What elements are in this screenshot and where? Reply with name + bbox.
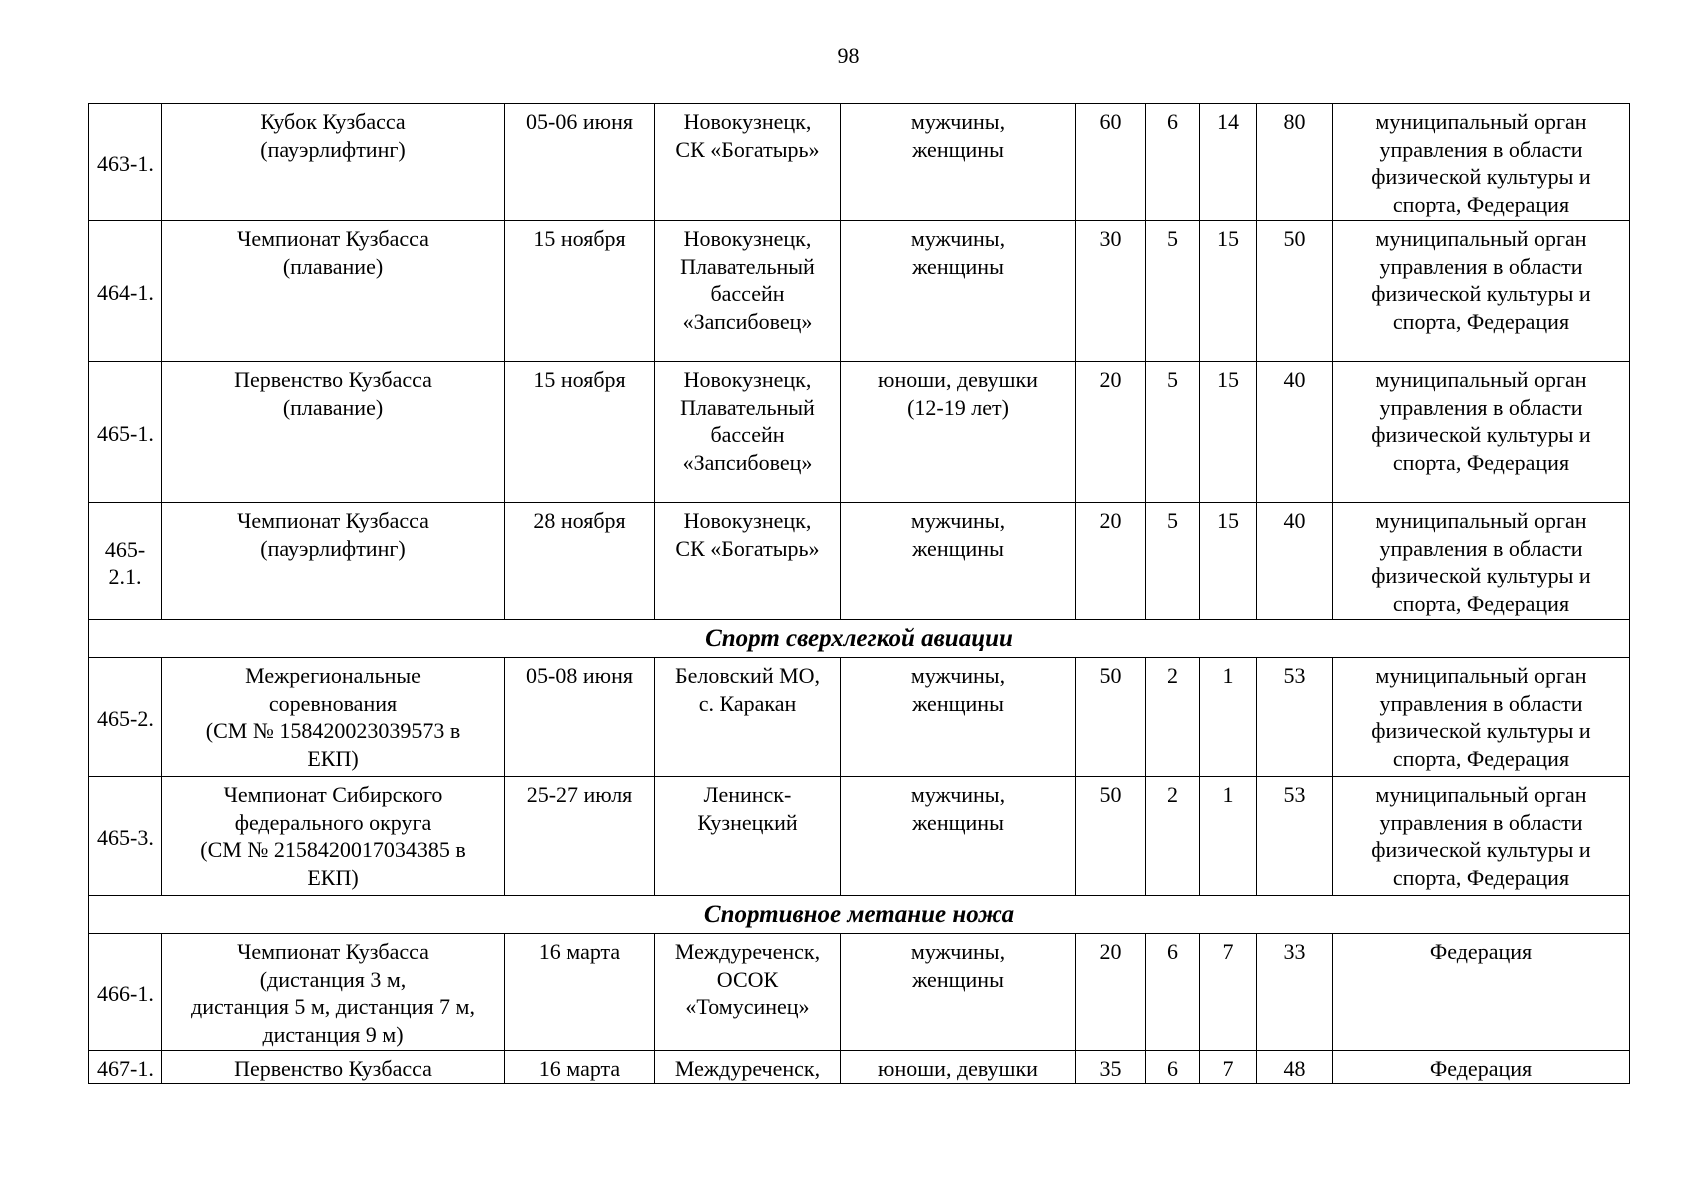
event-name: Межрегиональные соревнования (СМ № 158420023039573 в ЕКП) xyxy=(162,658,505,777)
count-total: 33 xyxy=(1257,934,1333,1051)
event-organizer: муниципальный орган управления в области физической культуры и спорта, Федерация xyxy=(1333,503,1630,620)
event-date: 25-27 июля xyxy=(505,777,655,896)
event-date: 16 марта xyxy=(505,1051,655,1084)
event-participants: мужчины, женщины xyxy=(841,658,1076,777)
count-total: 80 xyxy=(1257,104,1333,221)
event-place: Междуреченск, xyxy=(655,1051,841,1084)
event-organizer: муниципальный орган управления в области физической культуры и спорта, Федерация xyxy=(1333,104,1630,221)
event-date: 28 ноября xyxy=(505,503,655,620)
event-number: 465-1. xyxy=(89,362,162,503)
count-total: 53 xyxy=(1257,777,1333,896)
event-participants: мужчины, женщины xyxy=(841,104,1076,221)
count-total: 50 xyxy=(1257,221,1333,362)
event-participants: мужчины, женщины xyxy=(841,503,1076,620)
count-3: 1 xyxy=(1200,658,1257,777)
event-name: Чемпионат Кузбасса (пауэрлифтинг) xyxy=(162,503,505,620)
event-number: 465-3. xyxy=(89,777,162,896)
events-table xyxy=(88,103,1630,1084)
count-total: 40 xyxy=(1257,362,1333,503)
event-place: Новокузнецк, Плавательный бассейн «Запсибовец» xyxy=(655,221,841,362)
table-row xyxy=(89,777,1630,896)
count-1: 20 xyxy=(1076,934,1146,1051)
event-name: Чемпионат Сибирского федерального округа (СМ № 2158420017034385 в ЕКП) xyxy=(162,777,505,896)
event-organizer: Федерация xyxy=(1333,934,1630,1051)
event-name: Первенство Кузбасса xyxy=(162,1051,505,1084)
count-3: 15 xyxy=(1200,362,1257,503)
event-number: 465-2. xyxy=(89,658,162,777)
count-total: 48 xyxy=(1257,1051,1333,1084)
count-total: 40 xyxy=(1257,503,1333,620)
table-row xyxy=(89,362,1630,503)
section-title: Спорт сверхлегкой авиации xyxy=(89,620,1630,658)
count-3: 15 xyxy=(1200,221,1257,362)
count-2: 6 xyxy=(1146,1051,1200,1084)
count-total: 53 xyxy=(1257,658,1333,777)
event-participants: юноши, девушки (12-19 лет) xyxy=(841,362,1076,503)
count-3: 15 xyxy=(1200,503,1257,620)
event-organizer: муниципальный орган управления в области физической культуры и спорта, Федерация xyxy=(1333,777,1630,896)
section-title: Спортивное метание ножа xyxy=(89,896,1630,934)
event-place: Новокузнецк, СК «Богатырь» xyxy=(655,503,841,620)
event-date: 16 марта xyxy=(505,934,655,1051)
table-row xyxy=(89,1051,1630,1084)
event-organizer: муниципальный орган управления в области физической культуры и спорта, Федерация xyxy=(1333,221,1630,362)
event-number: 465- 2.1. xyxy=(89,503,162,620)
count-2: 2 xyxy=(1146,777,1200,896)
event-organizer: муниципальный орган управления в области физической культуры и спорта, Федерация xyxy=(1333,362,1630,503)
event-name: Чемпионат Кузбасса (дистанция 3 м, дистанция 5 м, дистанция 7 м, дистанция 9 м) xyxy=(162,934,505,1051)
event-number: 464-1. xyxy=(89,221,162,362)
event-place: Новокузнецк, Плавательный бассейн «Запсибовец» xyxy=(655,362,841,503)
count-2: 5 xyxy=(1146,221,1200,362)
count-3: 7 xyxy=(1200,1051,1257,1084)
event-name: Первенство Кузбасса (плавание) xyxy=(162,362,505,503)
count-3: 14 xyxy=(1200,104,1257,221)
event-date: 05-08 июня xyxy=(505,658,655,777)
count-2: 5 xyxy=(1146,503,1200,620)
count-1: 30 xyxy=(1076,221,1146,362)
count-2: 6 xyxy=(1146,934,1200,1051)
event-participants: мужчины, женщины xyxy=(841,777,1076,896)
count-1: 35 xyxy=(1076,1051,1146,1084)
count-1: 60 xyxy=(1076,104,1146,221)
count-1: 50 xyxy=(1076,777,1146,896)
event-organizer: Федерация xyxy=(1333,1051,1630,1084)
section-row xyxy=(89,620,1630,658)
event-date: 15 ноября xyxy=(505,362,655,503)
table-row xyxy=(89,221,1630,362)
event-place: Ленинск- Кузнецкий xyxy=(655,777,841,896)
event-organizer: муниципальный орган управления в области физической культуры и спорта, Федерация xyxy=(1333,658,1630,777)
count-2: 2 xyxy=(1146,658,1200,777)
count-3: 1 xyxy=(1200,777,1257,896)
count-1: 20 xyxy=(1076,503,1146,620)
table-row xyxy=(89,503,1630,620)
event-date: 05-06 июня xyxy=(505,104,655,221)
count-3: 7 xyxy=(1200,934,1257,1051)
event-name: Кубок Кузбасса (пауэрлифтинг) xyxy=(162,104,505,221)
table-row xyxy=(89,658,1630,777)
count-1: 20 xyxy=(1076,362,1146,503)
table-row xyxy=(89,104,1630,221)
event-place: Новокузнецк, СК «Богатырь» xyxy=(655,104,841,221)
event-participants: мужчины, женщины xyxy=(841,934,1076,1051)
count-1: 50 xyxy=(1076,658,1146,777)
count-2: 5 xyxy=(1146,362,1200,503)
event-participants: мужчины, женщины xyxy=(841,221,1076,362)
page-number: 98 xyxy=(837,43,860,68)
event-date: 15 ноября xyxy=(505,221,655,362)
event-place: Междуреченск, ОСОК «Томусинец» xyxy=(655,934,841,1051)
count-2: 6 xyxy=(1146,104,1200,221)
section-row xyxy=(89,896,1630,934)
event-number: 467-1. xyxy=(89,1051,162,1084)
event-place: Беловский МО, с. Каракан xyxy=(655,658,841,777)
event-name: Чемпионат Кузбасса (плавание) xyxy=(162,221,505,362)
event-number: 466-1. xyxy=(89,934,162,1051)
event-number: 463-1. xyxy=(89,104,162,221)
table-row xyxy=(89,934,1630,1051)
event-participants: юноши, девушки xyxy=(841,1051,1076,1084)
